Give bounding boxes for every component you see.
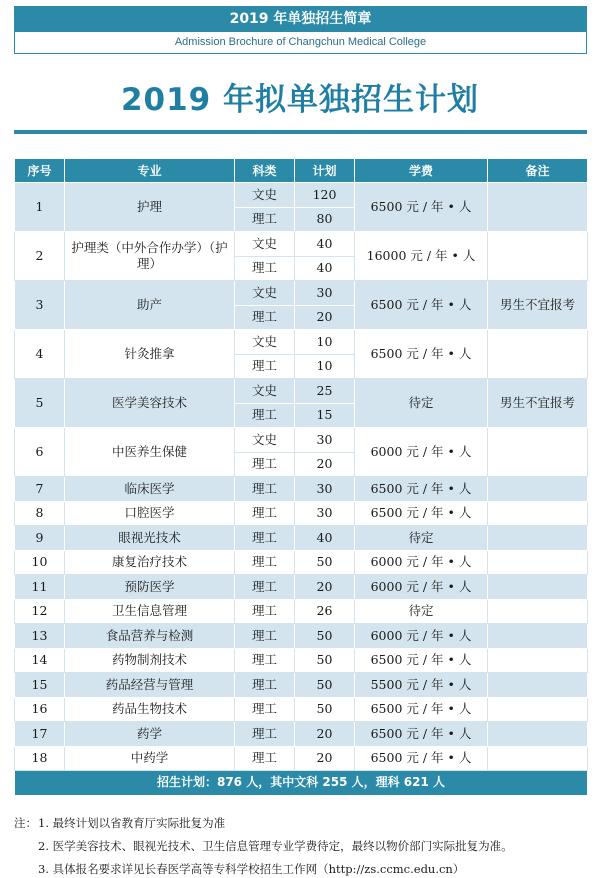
major-name: 眼视光技术	[65, 526, 235, 551]
brochure-subtitle: Admission Brochure of Changchun Medical College	[14, 32, 587, 54]
row-number: 18	[15, 746, 65, 771]
major-name: 中医养生保健	[65, 428, 235, 477]
category-cell: 理工	[235, 550, 295, 575]
row-number: 6	[15, 428, 65, 477]
remark-cell: 男生不宜报考	[488, 379, 588, 428]
remark-cell	[488, 599, 588, 624]
remark-cell	[488, 673, 588, 698]
table-body	[15, 183, 588, 771]
col-header-plan: 计划	[295, 159, 355, 183]
table-row	[15, 697, 588, 722]
category-cell: 理工	[235, 354, 295, 379]
plan-count-cell: 50	[295, 648, 355, 673]
category-cell: 理工	[235, 648, 295, 673]
remark-cell: 男生不宜报考	[488, 281, 588, 330]
remark-cell	[488, 428, 588, 477]
remark-cell	[488, 526, 588, 551]
row-number: 12	[15, 599, 65, 624]
major-name: 食品营养与检测	[65, 624, 235, 649]
tuition-fee: 6500 元 / 年 • 人	[355, 281, 488, 330]
table-row	[15, 624, 588, 649]
plan-count-cell: 30	[295, 501, 355, 526]
row-number: 15	[15, 673, 65, 698]
plan-count-cell: 50	[295, 697, 355, 722]
category-cell: 文史	[235, 379, 295, 404]
row-number: 1	[15, 183, 65, 232]
table-row	[15, 501, 588, 526]
category-cell: 理工	[235, 305, 295, 330]
col-header-major: 专业	[65, 159, 235, 183]
page-title: 2019 年拟单独招生计划	[120, 82, 480, 118]
tuition-fee: 6000 元 / 年 • 人	[355, 575, 488, 600]
note-item-3: 3. 具体报名要求详见长春医学高等专科学校招生工作网（http://zs.ccmc.edu.cn）	[38, 862, 465, 876]
category-cell: 理工	[235, 575, 295, 600]
row-number: 10	[15, 550, 65, 575]
plan-count-cell: 20	[295, 305, 355, 330]
table-row	[15, 673, 588, 698]
plan-count-cell: 20	[295, 452, 355, 477]
table-header-row	[15, 159, 588, 183]
major-name: 卫生信息管理	[65, 599, 235, 624]
plan-count-cell: 50	[295, 624, 355, 649]
tuition-fee: 5500 元 / 年 • 人	[355, 673, 488, 698]
major-name: 药品经营与管理	[65, 673, 235, 698]
plan-count-cell: 26	[295, 599, 355, 624]
category-cell: 理工	[235, 722, 295, 747]
plan-count-cell: 40	[295, 256, 355, 281]
tuition-fee: 待定	[355, 379, 488, 428]
category-cell: 文史	[235, 232, 295, 257]
table-row	[15, 477, 588, 502]
remark-cell	[488, 624, 588, 649]
note-row	[14, 835, 587, 858]
plan-count-cell: 20	[295, 746, 355, 771]
admission-plan-table	[14, 158, 588, 796]
table-row	[15, 599, 588, 624]
category-cell: 理工	[235, 599, 295, 624]
table-row	[15, 575, 588, 600]
table-row	[15, 379, 588, 404]
row-number: 14	[15, 648, 65, 673]
table-row	[15, 330, 588, 355]
col-header-fee: 学费	[355, 159, 488, 183]
row-number: 3	[15, 281, 65, 330]
major-name: 中药学	[65, 746, 235, 771]
row-number: 17	[15, 722, 65, 747]
tuition-fee: 6000 元 / 年 • 人	[355, 428, 488, 477]
row-number: 16	[15, 697, 65, 722]
row-number: 9	[15, 526, 65, 551]
category-cell: 理工	[235, 452, 295, 477]
category-cell: 文史	[235, 428, 295, 453]
category-cell: 理工	[235, 207, 295, 232]
note-item-1: 1. 最终计划以省教育厅实际批复为准	[38, 816, 226, 830]
title-divider	[14, 130, 587, 134]
tuition-fee: 6000 元 / 年 • 人	[355, 624, 488, 649]
plan-count-cell: 15	[295, 403, 355, 428]
plan-count-cell: 40	[295, 232, 355, 257]
category-cell: 理工	[235, 477, 295, 502]
row-number: 4	[15, 330, 65, 379]
plan-count-cell: 25	[295, 379, 355, 404]
remark-cell	[488, 722, 588, 747]
tuition-fee: 6500 元 / 年 • 人	[355, 697, 488, 722]
tuition-fee: 6500 元 / 年 • 人	[355, 648, 488, 673]
row-number: 5	[15, 379, 65, 428]
table-row	[15, 428, 588, 453]
plan-count-cell: 30	[295, 281, 355, 306]
table-row	[15, 648, 588, 673]
plan-count-cell: 30	[295, 477, 355, 502]
col-header-category: 科类	[235, 159, 295, 183]
major-name: 药品生物技术	[65, 697, 235, 722]
remark-cell	[488, 746, 588, 771]
plan-count-cell: 50	[295, 550, 355, 575]
major-name: 口腔医学	[65, 501, 235, 526]
table-row	[15, 232, 588, 257]
plan-count-cell: 50	[295, 673, 355, 698]
remark-cell	[488, 575, 588, 600]
tuition-fee: 6500 元 / 年 • 人	[355, 330, 488, 379]
category-cell: 理工	[235, 526, 295, 551]
major-name: 预防医学	[65, 575, 235, 600]
remark-cell	[488, 183, 588, 232]
plan-count-cell: 10	[295, 330, 355, 355]
plan-count-cell: 20	[295, 722, 355, 747]
note-row	[14, 858, 587, 878]
table-total-row	[15, 771, 588, 796]
remark-cell	[488, 550, 588, 575]
tuition-fee: 6500 元 / 年 • 人	[355, 746, 488, 771]
tuition-fee: 待定	[355, 526, 488, 551]
plan-count-cell: 40	[295, 526, 355, 551]
table-row	[15, 550, 588, 575]
remark-cell	[488, 477, 588, 502]
remark-cell	[488, 330, 588, 379]
row-number: 13	[15, 624, 65, 649]
note-row	[14, 812, 587, 835]
category-cell: 文史	[235, 183, 295, 208]
col-header-no: 序号	[15, 159, 65, 183]
major-name: 针灸推拿	[65, 330, 235, 379]
tuition-fee: 6500 元 / 年 • 人	[355, 183, 488, 232]
remark-cell	[488, 501, 588, 526]
col-header-note: 备注	[488, 159, 588, 183]
tuition-fee: 6000 元 / 年 • 人	[355, 550, 488, 575]
major-name: 护理	[65, 183, 235, 232]
tuition-fee: 6500 元 / 年 • 人	[355, 501, 488, 526]
tuition-fee: 16000 元 / 年 • 人	[355, 232, 488, 281]
row-number: 8	[15, 501, 65, 526]
remark-cell	[488, 648, 588, 673]
notes-label: 注：	[14, 816, 37, 830]
tuition-fee: 6500 元 / 年 • 人	[355, 722, 488, 747]
category-cell: 文史	[235, 330, 295, 355]
table-row	[15, 183, 588, 208]
category-cell: 理工	[235, 624, 295, 649]
category-cell: 理工	[235, 697, 295, 722]
row-number: 7	[15, 477, 65, 502]
remark-cell	[488, 697, 588, 722]
major-name: 助产	[65, 281, 235, 330]
row-number: 2	[15, 232, 65, 281]
total-summary: 招生计划：876 人，其中文科 255 人，理科 621 人	[15, 771, 588, 796]
major-name: 医学美容技术	[65, 379, 235, 428]
remark-cell	[488, 232, 588, 281]
category-cell: 理工	[235, 673, 295, 698]
category-cell: 理工	[235, 403, 295, 428]
major-name: 药物制剂技术	[65, 648, 235, 673]
major-name: 药学	[65, 722, 235, 747]
plan-count-cell: 10	[295, 354, 355, 379]
major-name: 临床医学	[65, 477, 235, 502]
brochure-header-bar: 2019 年单独招生简章	[14, 6, 587, 32]
category-cell: 理工	[235, 501, 295, 526]
table-row	[15, 526, 588, 551]
plan-count-cell: 80	[295, 207, 355, 232]
row-number: 11	[15, 575, 65, 600]
tuition-fee: 6500 元 / 年 • 人	[355, 477, 488, 502]
plan-count-cell: 20	[295, 575, 355, 600]
footnotes	[14, 812, 587, 878]
table-row	[15, 746, 588, 771]
category-cell: 理工	[235, 746, 295, 771]
plan-count-cell: 120	[295, 183, 355, 208]
major-name: 护理类（中外合作办学）（护理）	[65, 232, 235, 281]
table-row	[15, 281, 588, 306]
category-cell: 文史	[235, 281, 295, 306]
tuition-fee: 待定	[355, 599, 488, 624]
plan-count-cell: 30	[295, 428, 355, 453]
note-item-2: 2. 医学美容技术、眼视光技术、卫生信息管理专业学费待定，最终以物价部门实际批复为准。	[38, 839, 513, 853]
major-name: 康复治疗技术	[65, 550, 235, 575]
category-cell: 理工	[235, 256, 295, 281]
table-row	[15, 722, 588, 747]
